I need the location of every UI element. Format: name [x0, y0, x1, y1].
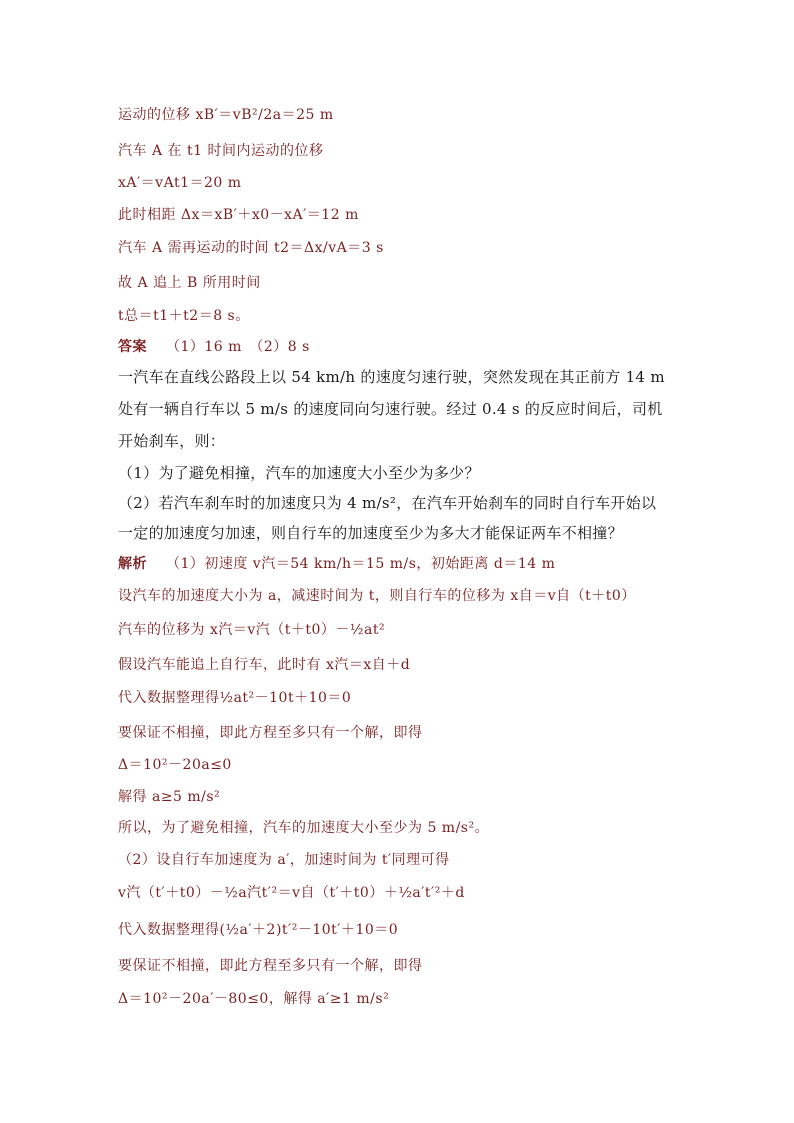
problem-line-3: 开始刹车，则：	[118, 432, 226, 450]
solution-line-6: 故 A 追上 B 所用时间	[118, 275, 261, 291]
analysis-line-5: 代入数据整理得½at²－10t＋10＝0	[118, 690, 352, 706]
solution-line-7: t总＝t1＋t2＝8 s。	[118, 308, 250, 324]
analysis-line-3: 汽车的位移为 x汽＝v汽（t＋t0）－½at²	[118, 622, 386, 638]
analysis-line-11: v汽（t′＋t0）－½a汽t′²＝v自（t′＋t0）＋½a′t′²＋d	[118, 885, 465, 901]
analysis-line-6: 要保证不相撞，即此方程至多只有一个解，即得	[118, 725, 423, 741]
answer-text: （1）16 m （2）8 s	[165, 339, 310, 355]
analysis-line-1: （1）初速度 v汽＝54 km/h＝15 m/s，初始距离 d＝14 m	[165, 556, 556, 572]
problem-line-2: 处有一辆自行车以 5 m/s 的速度同向匀速行驶。经过 0.4 s 的反应时间后，司机	[118, 400, 663, 418]
analysis-line-7: Δ＝10²－20a≤0	[118, 757, 232, 773]
analysis-label: 解析	[118, 556, 147, 572]
analysis-line-10: （2）设自行车加速度为 a′，加速时间为 t′同理可得	[118, 852, 450, 868]
analysis-line-13: 要保证不相撞，即此方程至多只有一个解，即得	[118, 958, 423, 974]
answer-line	[118, 336, 310, 356]
solution-line-1: 运动的位移 xB′＝vB²/2a＝25 m	[118, 107, 334, 123]
analysis-line-1-row	[118, 553, 555, 573]
solution-line-3: xA′＝vAt1＝20 m	[118, 175, 242, 191]
problem-question-2-line-2: 一定的加速度匀加速，则自行车的加速度至少为多大才能保证两车不相撞？	[118, 524, 623, 542]
solution-line-5: 汽车 A 需再运动的时间 t2＝Δx/vA＝3 s	[118, 240, 384, 256]
problem-question-1: （1）为了避免相撞，汽车的加速度大小至少为多少？	[118, 464, 480, 482]
solution-line-2: 汽车 A 在 t1 时间内运动的位移	[118, 143, 324, 159]
analysis-line-8: 解得 a≥5 m/s²	[118, 789, 221, 805]
solution-line-4: 此时相距 Δx＝xB′＋x0－xA′＝12 m	[118, 207, 359, 223]
problem-question-2-line-1: （2）若汽车刹车时的加速度只为 4 m/s²，在汽车开始刹车的同时自行车开始以	[118, 494, 657, 512]
analysis-line-14: Δ＝10²－20a′－80≤0，解得 a′≥1 m/s²	[118, 991, 390, 1007]
analysis-line-9: 所以，为了避免相撞，汽车的加速度大小至少为 5 m/s²。	[118, 820, 490, 836]
analysis-line-2: 设汽车的加速度大小为 a，减速时间为 t，则自行车的位移为 x自＝v自（t＋t0）	[118, 588, 636, 604]
answer-label: 答案	[118, 339, 147, 355]
analysis-line-12: 代入数据整理得(½a′＋2)t′²－10t′＋10＝0	[118, 922, 399, 938]
problem-line-1: 一汽车在直线公路段上以 54 km/h 的速度匀速行驶，突然发现在其正前方 14 m	[118, 368, 665, 386]
analysis-line-4: 假设汽车能追上自行车，此时有 x汽＝x自＋d	[118, 657, 411, 673]
